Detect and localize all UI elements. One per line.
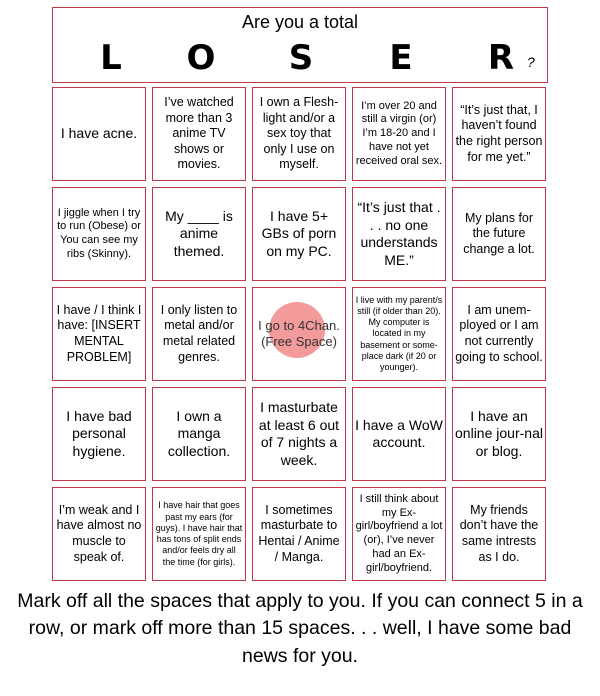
bingo-cell[interactable] <box>152 87 246 181</box>
cell-text: I own a manga collection. <box>167 407 231 459</box>
cell-text: I am unem-ployed or I am not currently going to school. <box>455 302 543 364</box>
cell-text: I have a WoW account. <box>355 416 443 450</box>
free-space-cell[interactable] <box>252 287 346 381</box>
bingo-board <box>52 7 551 582</box>
cell-text: My friends don’t have the same intrests as I do. <box>459 502 539 564</box>
bingo-cell[interactable] <box>352 187 446 281</box>
cell-text: I have an online jour-nal or blog. <box>455 407 543 459</box>
header-letter-r: R <box>487 38 515 78</box>
cell-text: I have / I think I have: [INSERT MENTAL PROBLEM] <box>56 302 142 364</box>
bingo-cell[interactable] <box>52 87 146 181</box>
header-letter-o: O <box>186 38 216 78</box>
bingo-grid <box>52 87 548 582</box>
bingo-cell[interactable] <box>152 187 246 281</box>
header-letter-l: L <box>100 38 122 78</box>
bingo-cell[interactable] <box>152 487 246 581</box>
cell-text: I have bad personal hygiene. <box>66 407 132 459</box>
cell-text: I have acne. <box>60 125 138 142</box>
cell-text: I’ve watched more than 3 anime TV shows or movies. <box>164 94 234 172</box>
cell-text: I own a Flesh-light and/or a sex toy that only I use on myself. <box>259 94 339 172</box>
bingo-cell[interactable] <box>452 287 546 381</box>
cell-text: I jiggle when I try to run (Obese) or You can see my ribs (Skinny). <box>57 206 141 260</box>
header-letters <box>53 38 547 78</box>
bingo-cell[interactable] <box>352 287 446 381</box>
bingo-cell[interactable] <box>352 387 446 481</box>
bingo-cell[interactable] <box>152 387 246 481</box>
cell-text: I go to 4Chan. (Free Space) <box>258 317 340 349</box>
bingo-cell[interactable] <box>52 487 146 581</box>
bingo-cell[interactable] <box>352 487 446 581</box>
bingo-cell[interactable] <box>252 187 346 281</box>
cell-text: I have 5+ GBs of porn on my PC. <box>261 207 337 259</box>
header-title: Are you a total <box>241 12 359 32</box>
instructions-footer: Mark off all the spaces that apply to you. If you can connect 5 in a row, or mark off more than 15 spaces. . . well, I have some bad news for you. <box>17 590 583 667</box>
cell-text: I only listen to metal and/or metal related genres. <box>160 302 238 364</box>
bingo-cell[interactable] <box>252 387 346 481</box>
bingo-cell[interactable] <box>52 287 146 381</box>
cell-text: I’m weak and I have almost no muscle to speak of. <box>56 502 142 564</box>
bingo-cell[interactable] <box>452 187 546 281</box>
bingo-cell[interactable] <box>152 287 246 381</box>
bingo-cell[interactable] <box>252 87 346 181</box>
cell-text: I have hair that goes past my ears (for guys). I have hair that has tons of split ends and/or feels dry all the time (for girls). <box>155 500 243 567</box>
board-header <box>52 7 548 83</box>
bingo-cell[interactable] <box>52 187 146 281</box>
cell-text: I sometimes masturbate to Hentai / Anime / Manga. <box>258 502 340 564</box>
bingo-cell[interactable] <box>452 387 546 481</box>
cell-text: I still think about my Ex-girl/boyfriend a lot (or), I’ve never had an Ex-girl/boyfriend. <box>355 492 443 574</box>
cell-text: “It’s just that, I haven’t found the right person for me yet.” <box>455 102 543 164</box>
cell-text: I live with my parent/s still (if older than 20). My computer is located in my basement or some-place dark (if 20 or younger). <box>355 294 443 373</box>
bingo-cell[interactable] <box>252 487 346 581</box>
cell-text: My plans for the future change a lot. <box>463 210 535 256</box>
header-letter-e: E <box>389 38 413 78</box>
cell-text: I’m over 20 and still a virgin (or) I’m 18-20 and I have not yet received oral sex. <box>355 99 443 167</box>
cell-text: My ____ is anime themed. <box>165 207 233 259</box>
bingo-cell[interactable] <box>452 87 546 181</box>
bingo-cell[interactable] <box>52 387 146 481</box>
header-question-mark: ? <box>527 54 535 70</box>
cell-text: I masturbate at least 6 out of 7 nights a week. <box>258 399 340 468</box>
cell-text: “It’s just that . . . no one understands ME.” <box>357 199 441 268</box>
bingo-cell[interactable] <box>452 487 546 581</box>
header-letter-s: S <box>288 38 314 78</box>
bingo-cell[interactable] <box>352 87 446 181</box>
